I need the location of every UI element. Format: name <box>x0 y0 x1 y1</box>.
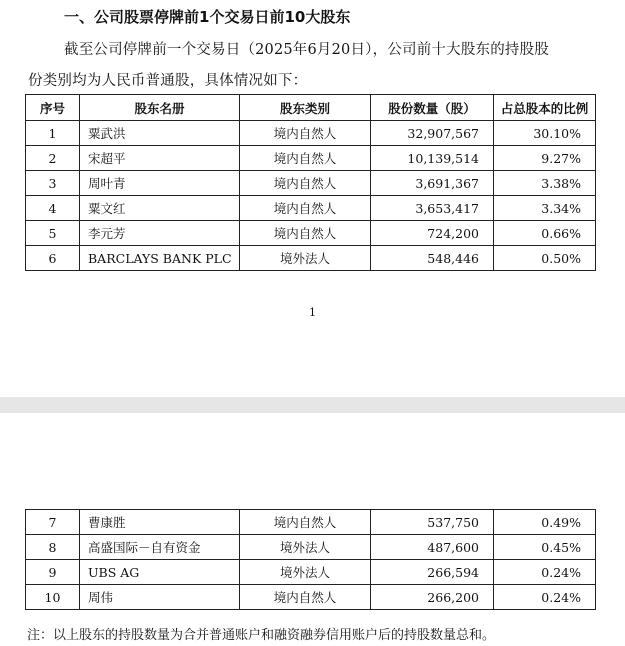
cell-holder-type: 境内自然人 <box>240 221 371 246</box>
cell-holder-name: 曹康胜 <box>80 510 240 535</box>
cell-holder-type: 境外法人 <box>240 535 371 560</box>
header-share-ratio: 占总股本的比例 <box>494 95 596 121</box>
cell-holder-name: 周伟 <box>80 585 240 610</box>
table-row <box>26 196 596 221</box>
cell-share-count: 3,653,417 <box>371 196 494 221</box>
table-row <box>26 121 596 146</box>
document-page-2 <box>0 413 625 646</box>
cell-holder-name: 粟武洪 <box>80 121 240 146</box>
cell-index: 8 <box>26 535 80 560</box>
header-holder-name: 股东名册 <box>80 95 240 121</box>
cell-holder-type: 境内自然人 <box>240 171 371 196</box>
cell-holder-type: 境内自然人 <box>240 510 371 535</box>
table-row <box>26 585 596 610</box>
cell-index: 4 <box>26 196 80 221</box>
header-index: 序号 <box>26 95 80 121</box>
cell-holder-type: 境内自然人 <box>240 146 371 171</box>
cell-share-count: 266,594 <box>371 560 494 585</box>
cell-holder-name: BARCLAYS BANK PLC <box>80 246 240 271</box>
cell-index: 6 <box>26 246 80 271</box>
cell-share-count: 3,691,367 <box>371 171 494 196</box>
cell-share-count: 724,200 <box>371 221 494 246</box>
cell-holder-type: 境内自然人 <box>240 121 371 146</box>
cell-index: 5 <box>26 221 80 246</box>
table-row <box>26 171 596 196</box>
cell-share-ratio: 0.50% <box>494 246 596 271</box>
cell-holder-name: 宋超平 <box>80 146 240 171</box>
header-share-count: 股份数量（股） <box>371 95 494 121</box>
cell-index: 1 <box>26 121 80 146</box>
cell-holder-name: UBS AG <box>80 560 240 585</box>
shareholder-table-part-1 <box>25 94 596 271</box>
cell-index: 3 <box>26 171 80 196</box>
cell-share-ratio: 3.34% <box>494 196 596 221</box>
cell-share-count: 548,446 <box>371 246 494 271</box>
cell-share-count: 537,750 <box>371 510 494 535</box>
cell-share-ratio: 0.45% <box>494 535 596 560</box>
cell-index: 2 <box>26 146 80 171</box>
cell-index: 7 <box>26 510 80 535</box>
table-row <box>26 221 596 246</box>
cell-share-ratio: 3.38% <box>494 171 596 196</box>
cell-share-count: 32,907,567 <box>371 121 494 146</box>
cell-share-ratio: 0.24% <box>494 560 596 585</box>
cell-share-ratio: 30.10% <box>494 121 596 146</box>
cell-share-count: 266,200 <box>371 585 494 610</box>
shareholder-table-part-2 <box>25 509 596 610</box>
header-holder-type: 股东类别 <box>240 95 371 121</box>
table-row <box>26 560 596 585</box>
page-number: 1 <box>309 306 316 319</box>
cell-holder-name: 李元芳 <box>80 221 240 246</box>
cell-share-ratio: 9.27% <box>494 146 596 171</box>
table-row <box>26 535 596 560</box>
cell-index: 10 <box>26 585 80 610</box>
cell-index: 9 <box>26 560 80 585</box>
cell-holder-name: 周叶青 <box>80 171 240 196</box>
intro-paragraph-line-1: 截至公司停牌前一个交易日（2025年6月20日），公司前十大股东的持股股 <box>64 42 550 58</box>
footnote: 注：以上股东的持股数量为合并普通账户和融资融券信用账户后的持股数量总和。 <box>27 628 496 643</box>
cell-share-ratio: 0.24% <box>494 585 596 610</box>
cell-holder-type: 境外法人 <box>240 246 371 271</box>
page-separator <box>0 397 625 413</box>
table-header-row <box>26 95 596 121</box>
table-row <box>26 146 596 171</box>
cell-holder-name: 高盛国际－自有资金 <box>80 535 240 560</box>
cell-share-count: 10,139,514 <box>371 146 494 171</box>
cell-holder-type: 境外法人 <box>240 560 371 585</box>
cell-share-ratio: 0.49% <box>494 510 596 535</box>
cell-holder-name: 粟文红 <box>80 196 240 221</box>
table-row <box>26 510 596 535</box>
intro-paragraph-line-2: 份类别均为人民币普通股，具体情况如下： <box>28 73 308 89</box>
cell-share-count: 487,600 <box>371 535 494 560</box>
section-heading: 一、公司股票停牌前1个交易日前10大股东 <box>64 8 351 26</box>
table-row <box>26 246 596 271</box>
cell-holder-type: 境内自然人 <box>240 585 371 610</box>
cell-holder-type: 境内自然人 <box>240 196 371 221</box>
cell-share-ratio: 0.66% <box>494 221 596 246</box>
